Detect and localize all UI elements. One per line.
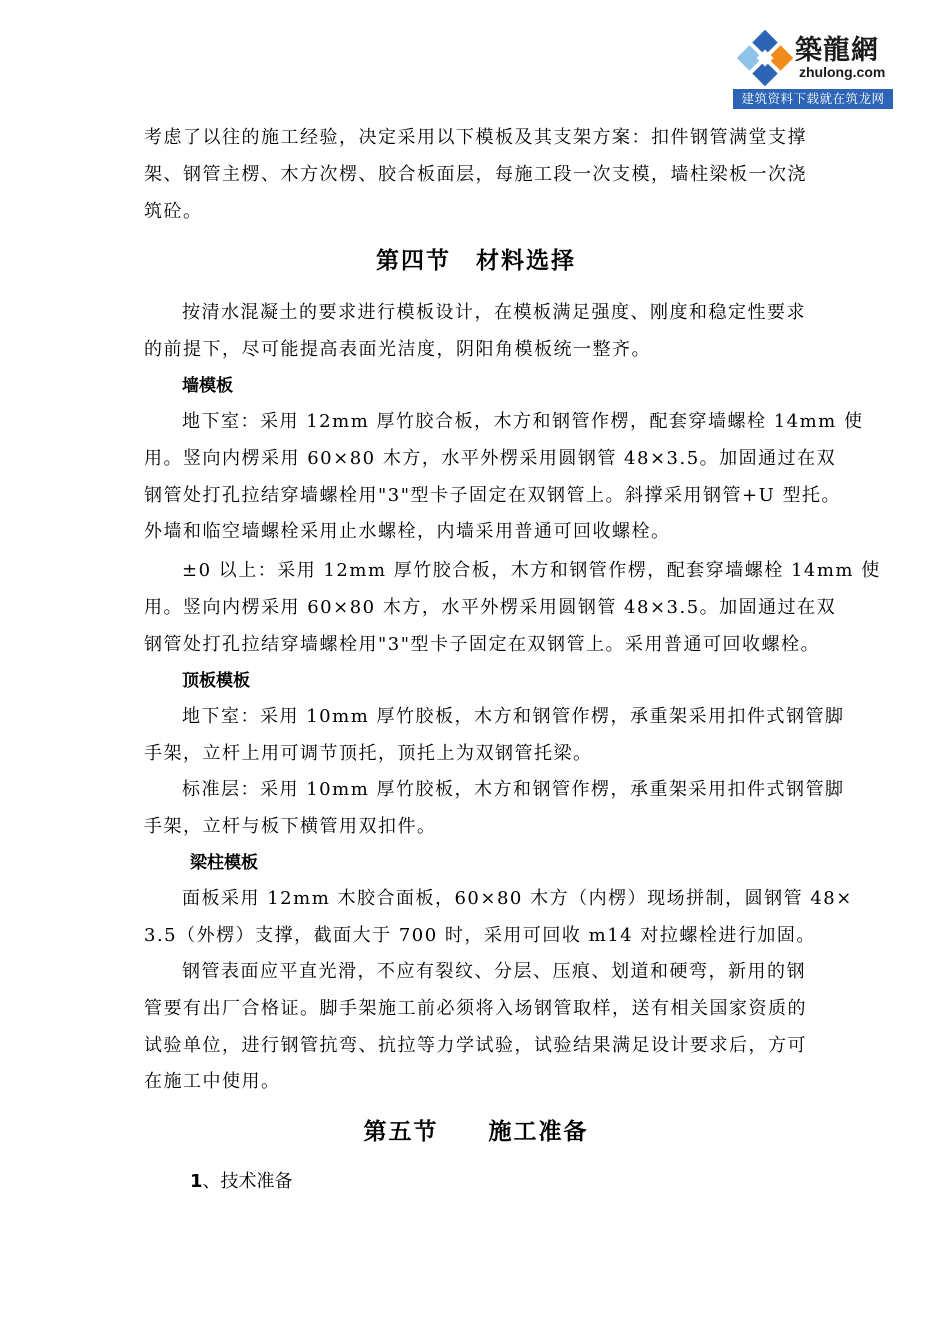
steel-line-1: 钢管表面应平直光滑，不应有裂纹、分层、压痕、划道和硬弯，新用的钢 <box>182 961 806 982</box>
section-heading-5: 第五节 施工准备 <box>363 1118 589 1145</box>
steel-line-3: 试验单位，进行钢管抗弯、抗拉等力学试验，试验结果满足设计要求后，方可 <box>144 1035 807 1056</box>
intro-line-2: 架、钢管主楞、木方次楞、胶合板面层，每施工段一次支模，墙柱梁板一次浇 <box>144 164 807 185</box>
wall-basement-line-4: 外墙和临空墙螺栓采用止水螺栓，内墙采用普通可回收螺栓。 <box>144 521 671 542</box>
list-item-number: 1 <box>190 1171 203 1192</box>
wall-basement-line-2: 用。竖向内楞采用 60×80 木方，水平外楞采用圆钢管 48×3.5。加固通过在双 <box>144 448 837 469</box>
logo-top <box>733 28 893 88</box>
list-item-technical-prep <box>190 1170 293 1194</box>
logo-diamond-icon <box>737 30 793 86</box>
intro-line-1: 考虑了以往的施工经验，决定采用以下模板及其支架方案：扣件钢管满堂支撑 <box>144 127 807 148</box>
subheading-roof: 顶板模板 <box>182 671 250 691</box>
wall-above-line-3: 钢管处打孔拉结穿墙螺栓用"3"型卡子固定在双钢管上。采用普通可回收螺栓。 <box>144 634 821 655</box>
logo-tagline: 建筑资料下载就在筑龙网 <box>733 89 893 109</box>
intro-line-3: 筑砼。 <box>144 201 203 222</box>
logo-domain: zhulong.com <box>799 64 886 80</box>
roof-basement-line-1: 地下室：采用 10mm 厚竹胶板，木方和钢管作楞，承重架采用扣件式钢管脚 <box>182 706 845 727</box>
logo-name: 築龍網 <box>795 35 879 66</box>
para1-line-2: 的前提下，尽可能提高表面光洁度，阴阳角模板统一整齐。 <box>144 339 651 360</box>
list-item-label: 、技术准备 <box>202 1171 293 1192</box>
subheading-wall: 墙模板 <box>182 376 233 396</box>
wall-above-line-1: ±0 以上：采用 12mm 厚竹胶合板，木方和钢管作楞，配套穿墙螺栓 14mm 使 <box>182 560 881 581</box>
roof-standard-line-2: 手架，立杆与板下横管用双扣件。 <box>144 816 437 837</box>
roof-standard-line-1: 标准层：采用 10mm 厚竹胶板，木方和钢管作楞，承重架采用扣件式钢管脚 <box>182 779 845 800</box>
wall-above-line-2: 用。竖向内楞采用 60×80 木方，水平外楞采用圆钢管 48×3.5。加固通过在双 <box>144 597 837 618</box>
steel-line-4: 在施工中使用。 <box>144 1071 281 1092</box>
steel-line-2: 管要有出厂合格证。脚手架施工前必须将入场钢管取样，送有相关国家资质的 <box>144 998 807 1019</box>
wall-basement-line-1: 地下室：采用 12mm 厚竹胶合板，木方和钢管作楞，配套穿墙螺栓 14mm 使 <box>182 411 864 432</box>
section-heading-4: 第四节 材料选择 <box>376 247 576 274</box>
wall-basement-line-3: 钢管处打孔拉结穿墙螺栓用"3"型卡子固定在双钢管上。斜撑采用钢管+U 型托。 <box>144 485 841 506</box>
beam-line-2: 3.5（外楞）支撑，截面大于 700 时，采用可回收 m14 对拉螺栓进行加固。 <box>144 925 816 946</box>
roof-basement-line-2: 手架，立杆上用可调节顶托，顶托上为双钢管托梁。 <box>144 743 593 764</box>
beam-line-1: 面板采用 12mm 木胶合面板，60×80 木方（内楞）现场拼制，圆钢管 48× <box>182 888 853 909</box>
para1-line-1: 按清水混凝土的要求进行模板设计，在模板满足强度、刚度和稳定性要求 <box>182 302 806 323</box>
zhulong-logo <box>733 28 893 110</box>
subheading-beam: 梁柱模板 <box>190 853 258 873</box>
